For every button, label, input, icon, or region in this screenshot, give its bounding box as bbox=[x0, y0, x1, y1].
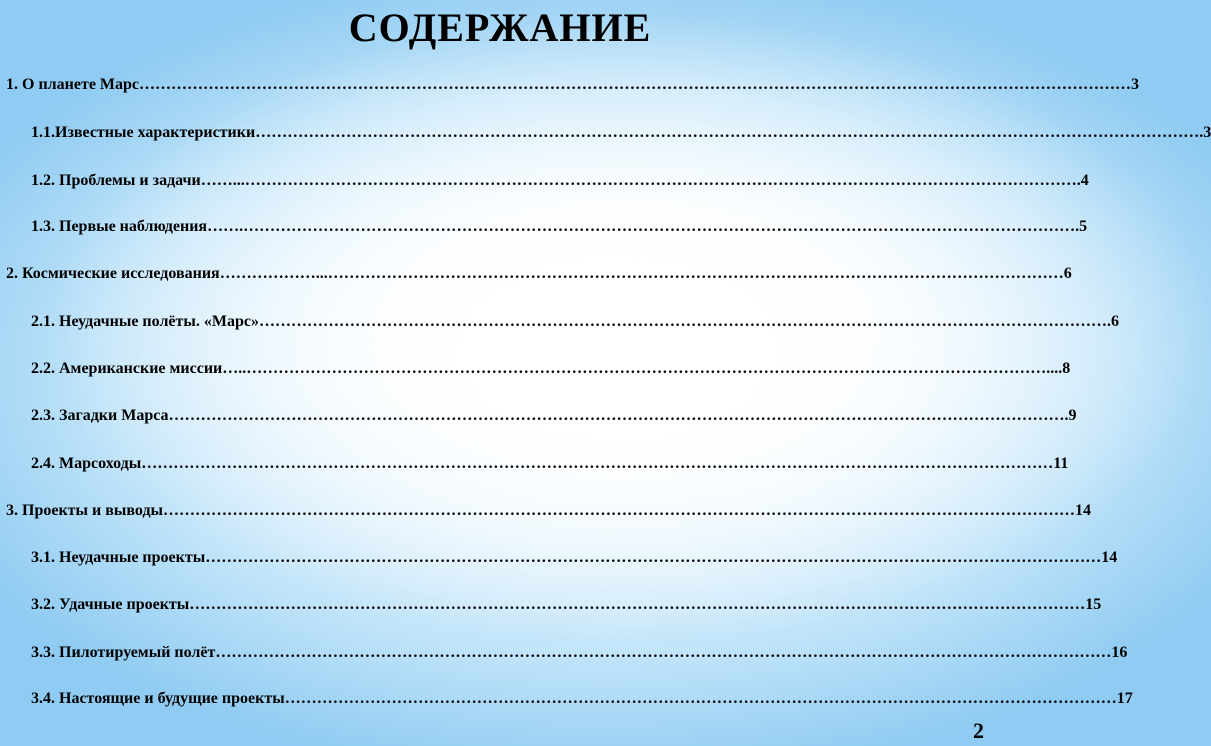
toc-entry[interactable] bbox=[31, 172, 1089, 190]
toc-entry-page: 3 bbox=[1131, 76, 1140, 93]
toc-entry-leader: ……………………………………………………………………………………………………………………………………………………… bbox=[163, 502, 1076, 519]
toc-entry[interactable] bbox=[31, 218, 1088, 236]
toc-entry-page: .8 bbox=[1058, 360, 1071, 377]
toc-entry-label: 2.4. Марсоходы bbox=[31, 455, 142, 472]
toc-entry-page: 6 bbox=[1063, 265, 1072, 282]
toc-entry-leader: …………………………………………………………………………………………………………………………………………… bbox=[258, 313, 1107, 330]
toc-entry-label: 2.1. Неудачные полёты. «Марс» bbox=[31, 313, 259, 330]
toc-entry-label: 1.3. Первые наблюдения bbox=[31, 218, 208, 235]
toc-entry-label: 1.2. Проблемы и задачи bbox=[31, 172, 201, 189]
toc-entry-page: 14 bbox=[1075, 502, 1092, 519]
toc-entry-page: 11 bbox=[1053, 455, 1069, 472]
toc-entry-leader: ………………………………………………………………………………………………………………………………………… bbox=[284, 690, 1117, 707]
toc-entry-label: 3.2. Удачные проекты bbox=[31, 596, 190, 613]
toc-entry-leader: …..……………………………………………………………………………………………………………………………………... bbox=[222, 360, 1059, 377]
toc-entry-leader: ……...………………………………………………………………………………………………………………………………………… bbox=[200, 172, 1077, 189]
toc-entry[interactable] bbox=[6, 265, 1072, 283]
toc-entry-page: .6 bbox=[1106, 313, 1119, 330]
toc-entry-label: 3.3. Пилотируемый полёт bbox=[31, 644, 216, 661]
toc-entry[interactable] bbox=[31, 407, 1077, 425]
slide-number: 2 bbox=[973, 718, 984, 743]
toc-entry-leader: …………………………………………………………………………………………………………………………………………………………… bbox=[255, 124, 1200, 141]
toc-entry-leader: ………………...………………………………………………………………………………………………………………………… bbox=[219, 265, 1064, 282]
toc-entry[interactable] bbox=[31, 313, 1119, 331]
toc-entry-leader: …………………………………………………………………………………………………………………………………………………………………… bbox=[139, 76, 1132, 93]
toc-entry-leader: …………………………………………………………………………………………………………………………………………………… bbox=[215, 644, 1112, 661]
toc-entry-leader: …………………………………………………………………………………………………………………………………………………… bbox=[189, 596, 1086, 613]
toc-entry-page: 16 bbox=[1111, 644, 1128, 661]
toc-entry-page: 17 bbox=[1116, 690, 1133, 707]
toc-entry[interactable] bbox=[31, 124, 1211, 142]
toc-entry-leader: …….………………………………………………………………………………………………………………………………………… bbox=[207, 218, 1076, 235]
toc-entry-page: 15 bbox=[1085, 596, 1102, 613]
toc-entry[interactable] bbox=[6, 76, 1140, 94]
toc-entry[interactable] bbox=[31, 360, 1071, 378]
toc-entry-page: .4 bbox=[1076, 172, 1089, 189]
toc-entry-label: 1.1.Известные характеристики bbox=[31, 124, 256, 141]
toc-entry[interactable] bbox=[31, 455, 1069, 473]
toc-entry-page: .5 bbox=[1075, 218, 1088, 235]
toc-entry-label: 2.3. Загадки Марса bbox=[31, 407, 169, 424]
toc-entry[interactable] bbox=[31, 644, 1128, 662]
toc-entry-label: 3.4. Настоящие и будущие проекты bbox=[31, 690, 285, 707]
toc-entry[interactable] bbox=[6, 502, 1092, 520]
toc-entry-label: 3.1. Неудачные проекты bbox=[31, 549, 206, 566]
toc-entry-label: 2. Космические исследования bbox=[6, 265, 220, 282]
toc-entry[interactable] bbox=[31, 690, 1133, 708]
toc-entry[interactable] bbox=[31, 549, 1118, 567]
toc-entry-label: 1. О планете Марс bbox=[6, 76, 140, 93]
toc-entry-page: 14 bbox=[1101, 549, 1118, 566]
toc-entry[interactable] bbox=[31, 596, 1102, 614]
toc-entry-page: .9 bbox=[1064, 407, 1077, 424]
toc-entry-leader: …………………………………………………………………………………………………………………………………………………… bbox=[168, 407, 1065, 424]
toc-entry-leader: …………………………………………………………………………………………………………………………………………………… bbox=[205, 549, 1102, 566]
toc-entry-page: .3 bbox=[1199, 124, 1211, 141]
toc-entry-leader: ……………………………………………………………………………………………………………………………………………………… bbox=[141, 455, 1054, 472]
toc-entry-label: 3. Проекты и выводы bbox=[6, 502, 164, 519]
toc-entry-label: 2.2. Американские миссии bbox=[31, 360, 223, 377]
page-title: СОДЕРЖАНИЕ bbox=[348, 5, 652, 50]
